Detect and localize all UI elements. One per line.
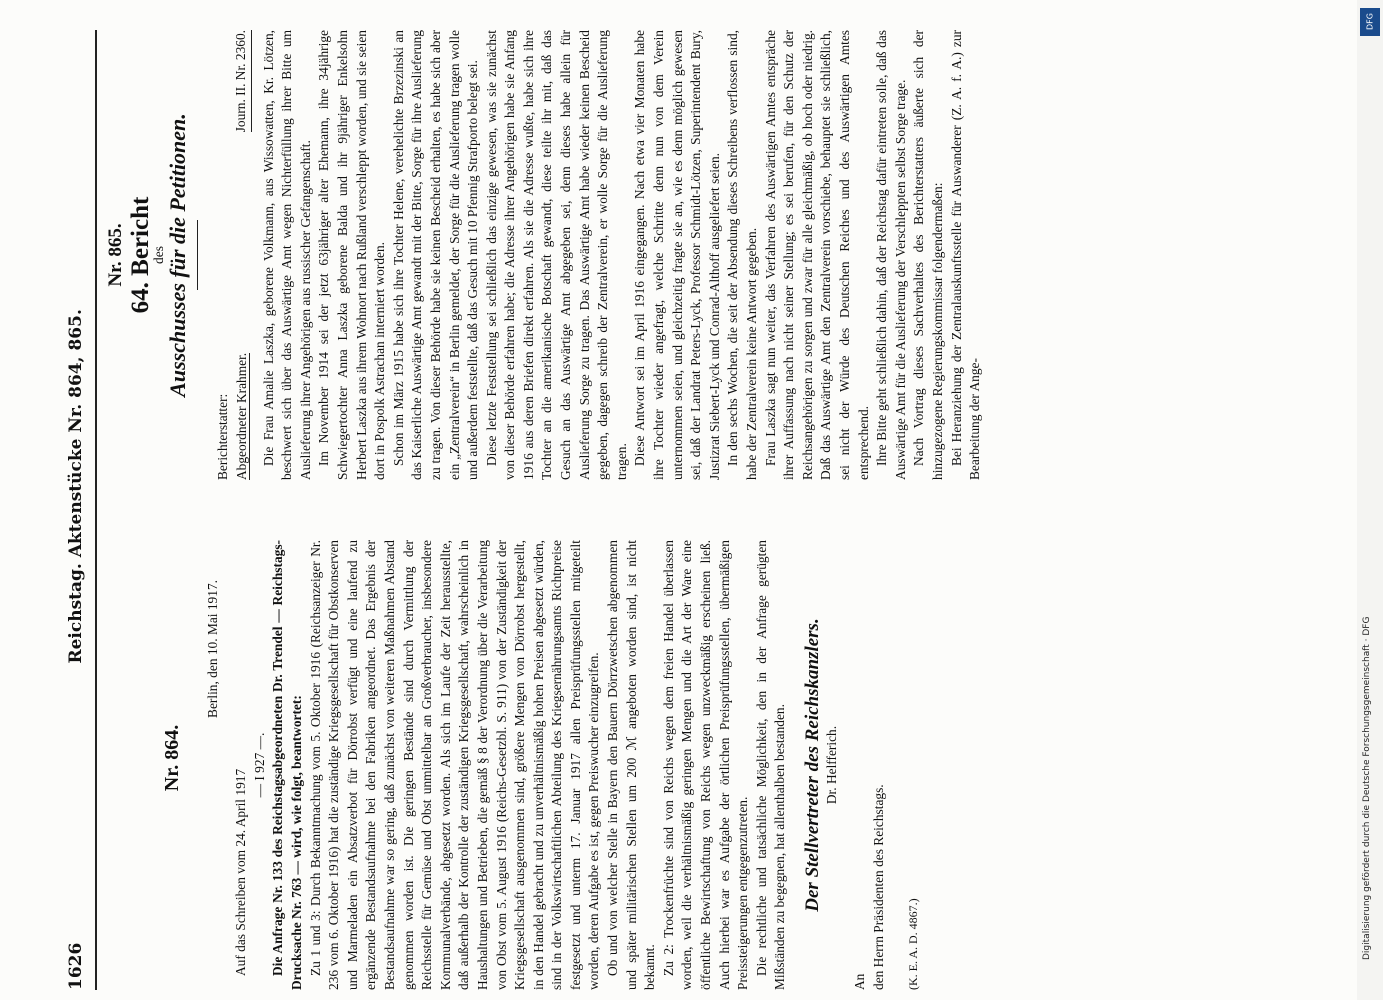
address-to: An (852, 973, 868, 990)
paragraph: Auf das Schreiben vom 24. April 1917 (233, 768, 249, 976)
rotated-page-content (55, 0, 1365, 1000)
letter-date: Berlin, den 10. Mai 1917. (204, 580, 220, 718)
paragraph: Die Frau Amalie Laszka, geborene Volkmann, aus Wissowatten, Kr. Lötzen, beschwert sich über das Auswärtige Amt wegen Nichterfüllung ihrer Bitte um Auslieferung ihrer Angehörigen aus russischer Gefangenschaft. (260, 30, 313, 480)
header-rule (95, 30, 97, 990)
reporter-block (214, 30, 251, 480)
file-reference: (K. E. A. D. 4867.) (906, 898, 921, 990)
paragraph: Ihre Bitte geht schließlich dahin, daß der Reichstag dafür eintreten solle, daß das Auswärtige Amt für die Auslieferung der Verschleppten selbst Sorge trage. (874, 30, 908, 480)
report-title: 64. Bericht (126, 196, 154, 314)
paragraph: Nach Vortrag dieses Sachverhaltes des Berichterstatters äußerte sich der hinzugezogene Regierungskommissar folgendermaßen: (911, 30, 945, 480)
divider (197, 220, 198, 290)
signer-name: Dr. Helfferich. (823, 725, 839, 805)
document-number-865: Nr. 865. (105, 223, 126, 287)
running-header (61, 30, 91, 990)
paragraph: In den sechs Wochen, die seit der Absendung dieses Schreibens verflossen sind, habe der Zentralverein keine Antwort gegeben. (725, 30, 759, 480)
committee-title: Ausschusses für die Petitionen. (164, 113, 190, 397)
address-recipient: den Herrn Präsidenten des Reichstags. (870, 784, 886, 990)
signoff-heading: Der Stellvertreter des Reichskanzlers. (802, 618, 823, 912)
paragraph: Ob und von welcher Stelle in Bayern den Bauern Dörrzwetschen abgenommen und später militärischen Stellen um 200 ℳ angeboten worden sind, ist nicht bekannt. (605, 540, 658, 990)
right-column (105, 30, 985, 480)
paragraph: Die rechtliche und tatsächliche Möglichkeit, den in der Anfrage gerügten Mißständen zu begegnen, hat allenthalben bestanden. (753, 540, 788, 990)
paragraph: Schon im März 1915 habe sich ihre Tochter Helene, verehelichte Brzezinski an das Kaiserliche Auswärtige Amt gewandt mit der Bitte, Sorge für ihre Auslieferung zu tragen. Von dieser Behörde habe sie keinen Bescheid erhalten, es habe sich aber ein „Zentralverein“ in Berlin gemeldet, der Sorge für die Auslieferung tragen wolle und außerdem feststellte, daß das Gesuch mit 10 Pfennig Strafporto belegt sei. (390, 30, 481, 480)
paragraph: Bei Heranziehung der Zentralauskunftsstelle für Auswanderer (Z. A. f. A.) zur Bearbeitung der Ange- (948, 30, 983, 480)
report-des: des (151, 246, 167, 264)
paragraph: Zu 1 und 3: Durch Bekanntmachung vom 5. Oktober 1916 (Reichsanzeiger Nr. 236 vom 6. Oktober 1916) hat die zuständige Kriegsgesellschaft für Obstkonserven und Marmeladen ein Absatzverbot für Dörrobst verfügt und eine laufend zu ergänzende Bestandsaufnahme bei den Fabriken angeordnet. Das Ergebnis der Bestandsaufnahme war so gering, daß zunächst von weiteren Maßnahmen Abstand genommen worden ist. Die geringen Bestände sind durch Vermittlung der Reichsstelle für Gemüse und Obst unmittelbar an Großverbraucher, insbesondere Kommunalverbände, abgesetzt worden. Als sich im Laufe der Zeit herausstellte, daß außerhalb der Kontrolle der zuständigen Kriegsgesellschaft, wahrscheinlich in Haushaltungen und Betrieben, die gemäß § 8 der Verordnung über die Verarbeitung von Obst vom 5. August 1916 (Reichs-Gesetzbl. S. 911) von der Zuständigkeit der Kriegsgesellschaft ausgenommen sind, größere Mengen von Dörrobst hergestellt, in den Handel gebracht und zu unverhältnismäßig hohen Preisen abgesetzt würden, sind in der Volkswirtschaftlichen Abteilung des Kriegsernährungsamts Richtpreise festgesetzt und unterm 17. Januar 1917 allen Preisprüfungsstellen mitgeteilt worden, deren Aufgabe es ist, gegen Preiswucher einzugreifen. (307, 540, 602, 990)
paragraph: Zu 2: Trockenfrüchte sind von Reichs wegen dem freien Handel überlassen worden, weil die verhältnismäßig geringen Mengen und die Art der Ware eine öffentliche Bewirtschaftung von Reichs wegen unzweckmäßig erscheinen ließ. Auch hierbei war es Aufgabe der örtlichen Preisprüfungsstellen, übermäßigen Preissteigerungen entgegenzutreten. (660, 540, 751, 990)
left-column (105, 540, 923, 990)
digitization-credit: Digitalisierung gefördert durch die Deutsche Forschungsgemeinschaft · DFG (1362, 616, 1372, 960)
dfg-logo-icon: DFG (1360, 8, 1380, 36)
reporter-name: Abgeordneter Krahmer. (233, 352, 249, 480)
paragraph: Diese Antwort sei im April 1916 eingegangen. Nach etwa vier Monaten habe ihre Tochter wieder angefragt, welche Schritte denn nun von dem Verein unternommen seien, und gleichzeitig fragte sie an, wie es denn möglich gewesen sei, daß der Landrat Peters-Lyck, Professor Schmidt-Lötzen, Superintendent Bury, Justizrat Siebert-Lyck und Conrad-Althoff ausgeliefert seien. (632, 30, 722, 480)
paragraph: Im November 1914 sei der jetzt 63jähriger alter Ehemann, ihre 34jährige Schwiegertochter Anna Laszka geborene Balda und ihr 9jähriger Enkelsohn Herbert Laszka aus ihrem Wohnort nach Rußland verschleppt worden, und sie seien dort in Pospolk Astrachan interniert worden. (316, 30, 388, 480)
journal-number: Journ. II. Nr. 2360. (232, 30, 252, 132)
paragraph: Die Anfrage Nr. 133 des Reichstagsabgeordneten Dr. Trendel — Reichstags-Drucksache Nr. 763 — wird, wie folgt, beantwortet: (270, 540, 304, 990)
document-number-864: Nr. 864. (161, 724, 183, 792)
reference-number: — I 927 —. (251, 732, 267, 798)
running-title: Reichstag. Aktenstücke Nr. 864, 865. (66, 309, 86, 664)
page-number: 1626 (66, 942, 86, 990)
paragraph: Frau Laszka sagt nun weiter, das Verfahren des Auswärtigen Amtes entspräche ihrer Auffassung nach nicht seiner Stellung; es sei berufen, für den Schutz der Reichsangehörigen zu sorgen und zwar für alle gleichmäßig, ob hoch oder niedrig. Daß das Auswärtige Amt den Zentralverein vorschiebe, behauptet sie schließlich, sei nicht der Würde des Deutschen Reiches und des Auswärtigen Amtes entsprechend. (762, 30, 871, 480)
paragraph: Diese letzte Feststellung sei schließlich das einzige gewesen, was sie zunächst von dieser Behörde erfahren habe; die Adresse ihrer Angehörigen habe sie Anfang 1916 aus deren Briefen direkt erfahren. Als sie die Adresse wußte, habe sich ihre Tochter an die amerikanische Botschaft gewandt, diese teilte ihr mit, daß das Gesuch an das Auswärtige Amt abgegeben sei, denn dieses habe allein für Auslieferung Sorge zu tragen. Das Auswärtige Amt habe wieder keinen Bescheid gegeben, dagegen schreib der Zentralverein, er wolle Sorge für die Auslieferung tragen. (483, 30, 629, 480)
reporter-label: Berichterstatter: (215, 393, 231, 480)
